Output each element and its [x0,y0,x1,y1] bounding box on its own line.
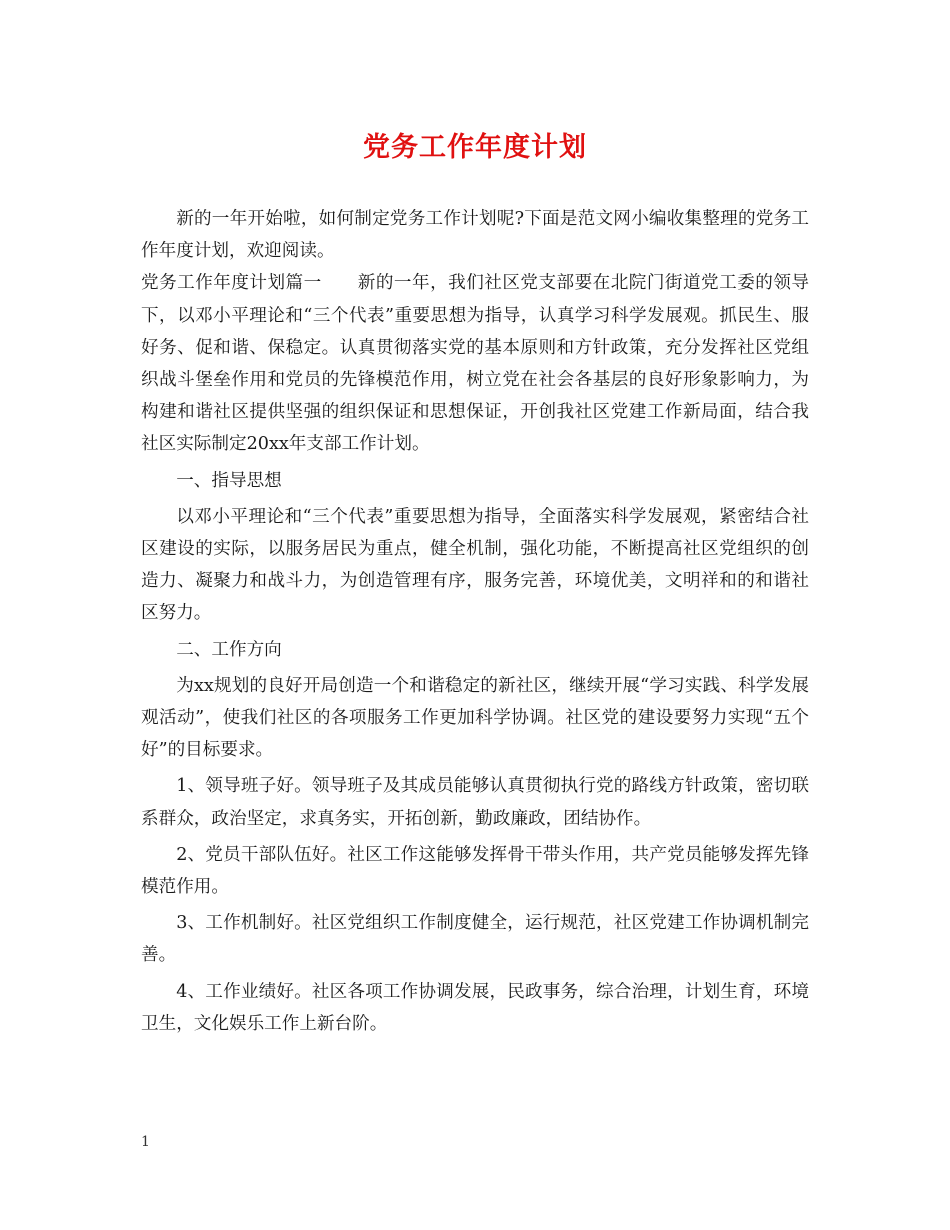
list-item-performance: 4、工作业绩好。社区各项工作协调发展，民政事务，综合治理，计划生育，环境卫生，文化娱乐工作上新台阶。 [141,981,809,1034]
list-item-cadres: 2、党员干部队伍好。社区工作这能够发挥骨干带头作用，共产党员能够发挥先锋模范作用。 [141,844,809,898]
intro-paragraph: 新的一年开始啦，如何制定党务工作计划呢?下面是范文网小编收集整理的党务工作年度计划，欢迎阅读。 [141,209,809,262]
work-direction-paragraph: 为xx规划的良好开局创造一个和谐稳定的新社区，继续开展“学习实践、科学发展观活动”，使我们社区的各项服务工作更加科学协调。社区党的建设要努力实现“五个好”的目标要求。 [141,675,809,761]
section-heading-guiding-ideology: 一、指导思想 [176,470,282,491]
page-number: 1 [141,1134,150,1150]
document-title: 党务工作年度计划 [363,132,587,163]
plan-paragraph: 党务工作年度计划篇一 新的一年，我们社区党支部要在北院门街道党工委的领导下，以邓小平理论和“三个代表”重要思想为指导，认真学习科学发展观。抓民生、服好务、促和谐、保稳定。认真贯彻落实党的基本原则和方针政策，充分发挥社区党组织战斗堡垒作用和党员的先锋模范作用，树立党在社会各基层的良好形象影响力，为构建和谐社区提供坚强的组织保证和思想保证，开创我社区党建工作新局面，结合我社区实际制定20xx年支部工作计划。 [141,273,809,455]
guiding-ideology-paragraph: 以邓小平理论和“三个代表”重要思想为指导，全面落实科学发展观，紧密结合社区建设的实际，以服务居民为重点，健全机制，强化功能，不断提高社区党组织的创造力、凝聚力和战斗力，为创造管理有序，服务完善，环境优美，文明祥和的和谐社区努力。 [141,506,809,624]
section-heading-work-direction: 二、工作方向 [176,639,282,660]
document-body [141,203,809,1040]
list-item-leadership: 1、领导班子好。领导班子及其成员能够认真贯彻执行党的路线方针政策，密切联系群众，政治坚定，求真务实，开拓创新，勤政廉政，团结协作。 [141,776,809,829]
list-item-mechanism: 3、工作机制好。社区党组织工作制度健全，运行规范，社区党建工作协调机制完善。 [141,913,809,966]
